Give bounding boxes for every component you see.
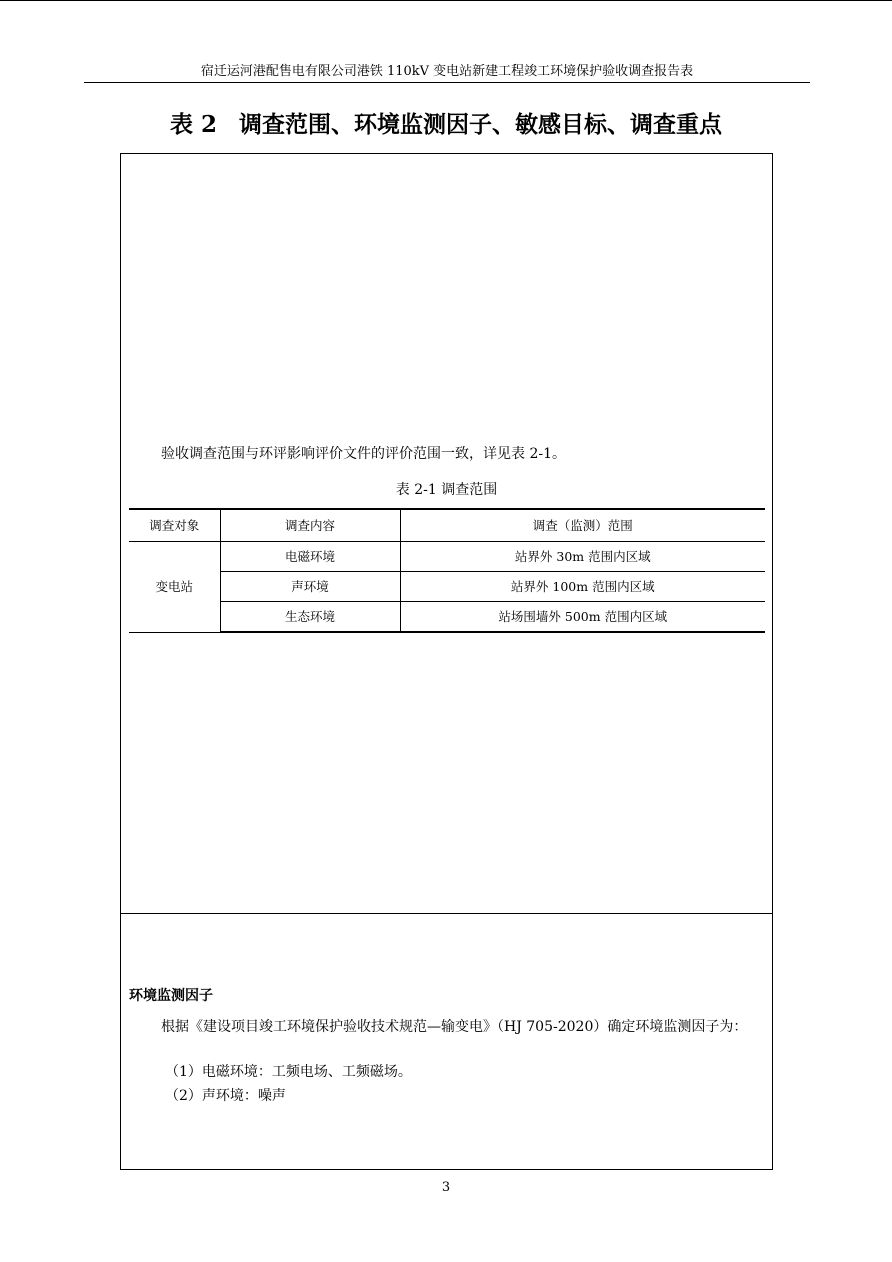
title-text: 调查范围、环境监测因子、敏感目标、调查重点 [239, 111, 722, 138]
range-cell: 站场围墙外 500m 范围内区域 [400, 602, 765, 633]
object-cell: 变电站 [129, 542, 220, 633]
content-frame [120, 153, 773, 1170]
table-caption: 表 2-1 调查范围 [395, 482, 498, 498]
content-cell: 电磁环境 [220, 542, 400, 572]
header-range: 调查（监测）范围 [400, 509, 765, 542]
section-divider [121, 913, 772, 914]
top-border-line [0, 0, 892, 1]
page-number: 3 [441, 1180, 451, 1195]
content-cell: 生态环境 [220, 602, 400, 633]
header-rule [84, 82, 810, 83]
monitoring-paragraph: 根据《建设项目竣工环境保护验收技术规范—输变电》（HJ 705-2020）确定环境监测因子为： [161, 1019, 748, 1035]
scope-table [129, 508, 765, 633]
monitoring-item-noise: （2）声环境：噪声 [165, 1088, 286, 1104]
table-row [129, 602, 765, 633]
range-cell: 站界外 100m 范围内区域 [400, 572, 765, 602]
content-cell: 声环境 [220, 572, 400, 602]
table-row [129, 572, 765, 602]
monitoring-item-electromagnetic: （1）电磁环境：工频电场、工频磁场。 [165, 1064, 412, 1080]
running-header: 宿迁运河港配售电有限公司港铁 110kV 变电站新建工程竣工环境保护验收调查报告表 [200, 64, 694, 79]
page-title [0, 108, 892, 142]
table-row [129, 542, 765, 572]
scope-intro: 验收调查范围与环评影响评价文件的评价范围一致，详见表 2-1。 [161, 446, 566, 462]
range-cell: 站界外 30m 范围内区域 [400, 542, 765, 572]
title-number: 表 2 [169, 111, 217, 138]
header-content: 调查内容 [220, 509, 400, 542]
monitoring-heading: 环境监测因子 [129, 988, 213, 1004]
table-header-row [129, 509, 765, 542]
header-object: 调查对象 [129, 509, 220, 542]
